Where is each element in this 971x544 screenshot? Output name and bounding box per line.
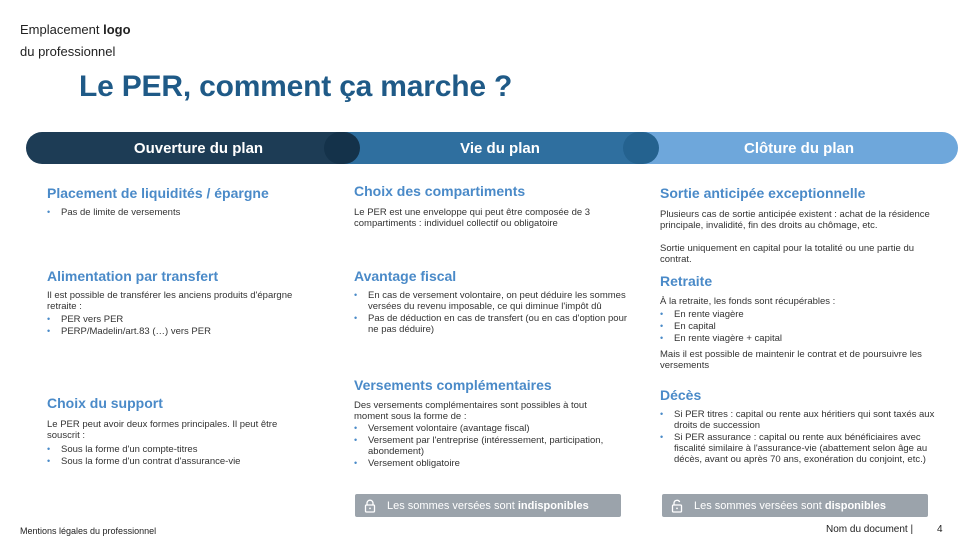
lock-closed-icon (363, 499, 377, 513)
funds-available-banner (662, 494, 928, 517)
list-item: • Sous la forme d'un contrat d'assurance-vie (47, 456, 317, 467)
section-text-retirement-2: Mais il est possible de maintenir le contrat et de poursuivre les versements (660, 349, 922, 371)
phase-connector-2 (623, 132, 659, 164)
section-list-liquidity (47, 207, 307, 219)
list-item: • Pas de limite de versements (47, 207, 307, 218)
section-text-early-exit-1: Plusieurs cas de sortie anticipée existent : achat de la résidence principale, invalidité, fin des droits au chômage, etc. (660, 209, 930, 231)
page-title: Le PER, comment ça marche ? (79, 70, 513, 103)
funds-unavailable-bold: indisponibles (517, 499, 589, 512)
section-text-additional-payments: Des versements complémentaires sont possibles à tout moment sous la forme de : (354, 400, 587, 422)
section-list-tax-advantage (354, 290, 629, 336)
legal-mentions: Mentions légales du professionnel (20, 526, 157, 536)
document-name: Nom du document | (826, 524, 914, 535)
section-list-support (47, 444, 317, 468)
phase-life-label: Vie du plan (460, 139, 540, 157)
phase-life (340, 132, 660, 164)
list-item: • Versement par l'entreprise (intéressement, participation, abondement) (354, 435, 629, 457)
section-list-retirement (660, 309, 935, 345)
list-item: • En cas de versement volontaire, on peut déduire les sommes versées du revenu imposable, ce qui diminue l'impôt dû (354, 290, 629, 312)
section-list-transfer (47, 314, 317, 338)
section-title-tax-advantage: Avantage fiscal (354, 268, 457, 284)
list-item: • PERP/Madelin/art.83 (…) vers PER (47, 326, 317, 337)
phase-connector-1 (324, 132, 360, 164)
funds-available-bold: disponibles (824, 499, 886, 512)
logo-prefix: Emplacement (20, 22, 104, 37)
list-item: • Si PER titres : capital ou rente aux héritiers qui sont taxés aux droits de succession (660, 409, 935, 431)
section-list-death (660, 409, 935, 466)
list-item: • Versement volontaire (avantage fiscal) (354, 423, 629, 434)
section-title-liquidity: Placement de liquidités / épargne (47, 185, 269, 201)
list-item: • Versement obligatoire (354, 458, 629, 469)
section-title-death: Décès (660, 387, 702, 403)
list-item: • Si PER assurance : capital ou rente aux bénéficiaires avec fiscalité similaire à l'assurance-vie (abattement selon âge au décès, avant ou après 70 ans, exonération du conjoint, etc.) (660, 432, 935, 465)
section-text-compartments: Le PER est une enveloppe qui peut être composée de 3 compartiments : individuel collectif ou obligatoire (354, 207, 591, 229)
list-item: • Pas de déduction en cas de transfert (ou en cas d'option pour ne pas déduire) (354, 313, 629, 335)
section-title-transfer: Alimentation par transfert (47, 268, 219, 284)
funds-available-prefix: Les sommes versées sont (694, 499, 822, 512)
section-title-compartments: Choix des compartiments (354, 183, 526, 199)
phase-opening-label: Ouverture du plan (133, 139, 264, 157)
section-text-support: Le PER peut avoir deux formes principales. Il peut être souscrit : (47, 419, 278, 441)
section-text-retirement: À la retraite, les fonds sont récupérables : (660, 296, 836, 307)
funds-unavailable-banner (355, 494, 621, 517)
logo-bold: logo (103, 22, 131, 37)
list-item: • En rente viagère (660, 309, 935, 320)
list-item: • Sous la forme d'un compte-titres (47, 444, 317, 455)
page-number: 4 (937, 524, 943, 535)
phase-closing (640, 132, 958, 164)
section-title-support: Choix du support (47, 395, 163, 411)
section-title-additional-payments: Versements complémentaires (354, 377, 552, 393)
section-text-early-exit-2: Sortie uniquement en capital pour la totalité ou une partie du contrat. (660, 243, 915, 265)
section-list-additional-payments (354, 423, 629, 470)
list-item: • PER vers PER (47, 314, 317, 325)
logo-placeholder-line1 (20, 22, 131, 37)
phase-opening (26, 132, 371, 164)
logo-placeholder-line2: du professionnel (20, 44, 116, 59)
lock-open-icon (670, 499, 684, 513)
list-item: • En capital (660, 321, 935, 332)
funds-unavailable-prefix: Les sommes versées sont (387, 499, 515, 512)
section-text-transfer: Il est possible de transférer les anciens produits d'épargne retraite : (47, 290, 293, 312)
section-title-retirement: Retraite (660, 273, 713, 289)
phase-closing-label: Clôture du plan (744, 139, 854, 157)
list-item: • En rente viagère + capital (660, 333, 935, 344)
section-title-early-exit: Sortie anticipée exceptionnelle (660, 185, 866, 201)
